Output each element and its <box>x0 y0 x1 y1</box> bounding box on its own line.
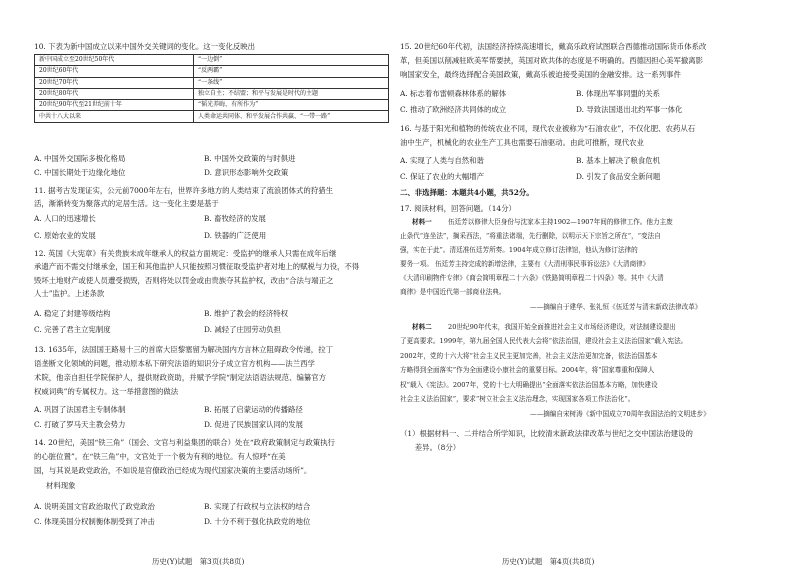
q15-line: 革，但美国以削减驻欧美军帮要挟，英国对欧共体的态度是不明确的。西德因担心美军撤离影 <box>400 56 704 65</box>
q10-option-b[interactable]: B. 中国外交政策的与时俱进 <box>204 154 296 163</box>
q10-option-a[interactable]: A. 中国外交国际多极化格局 <box>34 154 126 163</box>
q13-line: 13. 1635年，法国国王路易十三的首席大臣黎塞留为解决国内方言林立阻碍政令传递，拉丁 <box>34 345 333 354</box>
material-2-line: 20世纪90年代末，我国开始全面推进社会主义市场经济建设，对法制建设提出 <box>448 323 676 331</box>
q16-line: 油中生产，机械化的农业生产工具也需要石油驱动。由此可推断，现代农业 <box>400 138 644 147</box>
q14-option-c[interactable]: C. 体现美国分权制衡体制受到了冲击 <box>34 517 155 526</box>
table-row: 20世纪80年代 独立自主；不结盟；和平与发展是时代的主题 <box>35 88 389 99</box>
material-1-line: 要务一项。 伍廷芳主持完成的新增法律，主要有《大清刑事民事诉讼法》《大清商律》 <box>400 260 650 268</box>
q14-option-b[interactable]: B. 实现了行政权与立法权的结合 <box>204 502 311 511</box>
q11-option-a[interactable]: A. 人口的迅速增长 <box>34 214 96 223</box>
q10-table <box>34 54 389 123</box>
material-1-line: 伍廷芳以修律大臣身份与沈家本主持1902—1907年间的修律工作。他力主废 <box>448 218 673 226</box>
section-heading: 二、非选择题：本题共4小题，共52分。 <box>400 188 534 197</box>
q12-line: 12. 英国《大宪章》有关贵族未成年继承人的权益方面规定：受监护的继承人只需在成年后继 <box>34 249 337 258</box>
table-row: 20世纪70年代 “一条线” <box>35 77 389 88</box>
q10-stem: 10. 下表为新中国成立以来中国外交关键词的变化。这一变化反映出 <box>34 42 256 51</box>
q15-line: 响国家安全，最终选择配合美国政策，戴高乐被迫接受美国的金融安排。这一系列事件 <box>400 70 681 79</box>
q16-option-d[interactable]: D. 引发了食品安全新问题 <box>576 172 661 181</box>
q12-line: 承遗产而不需交付继承金，国王和其他监护人只能按照习惯征取受监护者对地上的赋税与力役，不得 <box>34 262 360 271</box>
table-row: 20世纪60年代 “反两霸” <box>35 66 389 77</box>
material-1-label: 材料一 <box>412 218 432 226</box>
material-1-line: 强，实在于此”。清廷准伍廷芳所奏。1904年成立修订法律馆，他认为修订法律的 <box>400 246 638 254</box>
q13-line: 权威词典”的专属权力。这一举措意图的做法 <box>34 387 179 396</box>
q11-option-b[interactable]: B. 畜牧经济的发展 <box>204 214 266 223</box>
subquestion-1: 差异。（8分） <box>400 443 461 452</box>
q15-option-b[interactable]: B. 体现出军事同盟的关系 <box>576 89 661 98</box>
q12-option-b[interactable]: B. 维护了教会的经济特权 <box>204 309 289 318</box>
q13-line: 语垄断文化领域的问题，推动原本私下研究法语的知识分子成立官方机构——法兰西学 <box>34 359 315 368</box>
q10-option-d[interactable]: D. 意识形态影响外交政策 <box>204 168 289 177</box>
q12-line: 人士”监护。上述条款 <box>34 289 105 298</box>
q14-option-a[interactable]: A. 说明美国文官政治取代了政党政治 <box>34 502 155 511</box>
material-2-label: 材料二 <box>412 323 432 331</box>
q13-option-c[interactable]: C. 打破了罗马天主教会势力 <box>34 420 126 429</box>
q14-option-d[interactable]: D. 十分不利于强化执政党的地位 <box>204 517 311 526</box>
material-1-source: ——摘编自于建华、张礼恒《伍廷芳与清末新政法律改革》 <box>530 303 702 311</box>
q14-line: 材料现象 <box>46 481 76 490</box>
table-row: 新中国成立至20世纪50年代 “一边倒” <box>35 55 389 66</box>
q12-option-a[interactable]: A. 稳定了封建等级结构 <box>34 309 111 318</box>
page-footer: 历史(Y)试题 第3页(共8页) <box>152 557 245 566</box>
material-2-source: ——摘编自宋树涛《新中国成立70周年我国法治的文明进步》 <box>530 410 710 418</box>
q11-option-c[interactable]: C. 原始农业的发展 <box>34 231 96 240</box>
q15-option-c[interactable]: C. 推动了欧洲经济共同体的成立 <box>400 105 507 114</box>
q12-line: 毁坏土地财产或使人员遭受损毁，否则将处以罚金或由贵族夺其监护权，改由“合法与端正之 <box>34 276 334 285</box>
q13-option-a[interactable]: A. 巩固了法国君主专制体制 <box>34 405 126 414</box>
q16-line: 16. 与基于阳光和植物的传统农业不同，现代农业被称为“石油农业”，不仅化肥、农药从石 <box>400 124 696 133</box>
q13-line: 术院，他亲自担任学院保护人，提供财政资助，并赋予学院“制定法语语法规范、编纂官方 <box>34 373 327 382</box>
q11-option-d[interactable]: D. 铁器的广泛使用 <box>204 231 267 240</box>
subquestion-1: （1）根据材料一、二并结合所学知识，比较清末新政法律改革与世纪之交中国法治建设的 <box>400 429 693 438</box>
q13-option-d[interactable]: D. 促进了民族国家认同的发展 <box>204 420 304 429</box>
q16-option-c[interactable]: C. 保证了农业的大幅增产 <box>400 172 484 181</box>
q14-line: 14. 20世纪，美国“铁三角”（国会、文官与利益集团的联合）处在“政府政策制定与政策执行 <box>34 438 335 447</box>
q15-option-d[interactable]: D. 导致法国退出北约军事一体化 <box>576 105 683 114</box>
material-2-line: 方略得到全面落实”作为全面建设小康社会的重要目标。2004年，将“国家尊重和保障人 <box>400 366 655 374</box>
q13-option-b[interactable]: B. 拓展了启蒙运动的传播路径 <box>204 405 303 414</box>
q16-option-a[interactable]: A. 实现了人类与自然和谐 <box>400 156 484 165</box>
material-2-line: 2002年，党的十六大将“社会主义民主更加完善，社会主义法治更加完备，依法治国基本 <box>400 352 658 360</box>
q14-line: 的心脏位置”。在“铁三角”中，文官处于一个极为有利的地位。有人惊呼“在美 <box>34 452 286 461</box>
table-row: 中共十八大以来 人类命运共同体、和平发展合作共赢、“一带一路” <box>35 111 389 122</box>
q11-line: 活，渐渐转变为聚落式的定居生活。这一变化主要是基于 <box>34 199 219 208</box>
q16-option-b[interactable]: B. 基本上解决了粮食危机 <box>576 156 661 165</box>
q15-option-a[interactable]: A. 标志着布雷顿森林体系的解体 <box>400 89 507 98</box>
q15-line: 15. 20世纪60年代初，法国经济持续高速增长，戴高乐政府试图联合西德推动国际货币体系改 <box>400 42 707 51</box>
material-2-line: 社会主义法治国家”，要求“树立社会主义法治理念，实现国家各项工作法治化”。 <box>400 395 635 403</box>
q17-heading: 17. 阅读材料，回答问题。（14分） <box>400 204 516 213</box>
q10-option-c[interactable]: C. 中国长期处于边缘化地位 <box>34 168 126 177</box>
material-2-line: 了更高要求。1999年，第九届全国人民代表大会将“依法治国，建设社会主义法治国家”载入宪法。 <box>400 337 688 345</box>
page-footer: 历史(Y)试题 第4页(共8页) <box>502 557 595 566</box>
material-1-line: 《大清印刷物件专律》《商会简明章程二十六条》《铁路简明章程二十四条》等。其中《大清 <box>400 274 664 282</box>
q12-option-d[interactable]: D. 减轻了庄园劳动负担 <box>204 325 281 334</box>
material-1-line: 止条代“连坐法”，搁采西法，“将重法诸端，先行删除，以明示天下宗旨之所在”，“变法自 <box>400 232 661 240</box>
q12-option-c[interactable]: C. 完善了君主立宪制度 <box>34 325 111 334</box>
q11-line: 11. 据考古发现证实，公元前7000年左右，世界许多地方的人类结束了流浪团体式的狩猎生 <box>34 186 333 195</box>
material-1-line: 商律》是中国近代第一部商业法典。 <box>400 288 506 296</box>
table-row: 20世纪90年代至21世纪前十年 “韬光养晦，有所作为” <box>35 100 389 111</box>
q14-line: 国，与其说是政党政治，不如说是官僚政治已经成为现代国家决策的主要活动场所”。 <box>34 466 312 475</box>
material-2-line: 权”载入《宪法》。2007年，党的十七大明确提出“全面落实依法治国基本方略，加快建设 <box>400 381 658 389</box>
